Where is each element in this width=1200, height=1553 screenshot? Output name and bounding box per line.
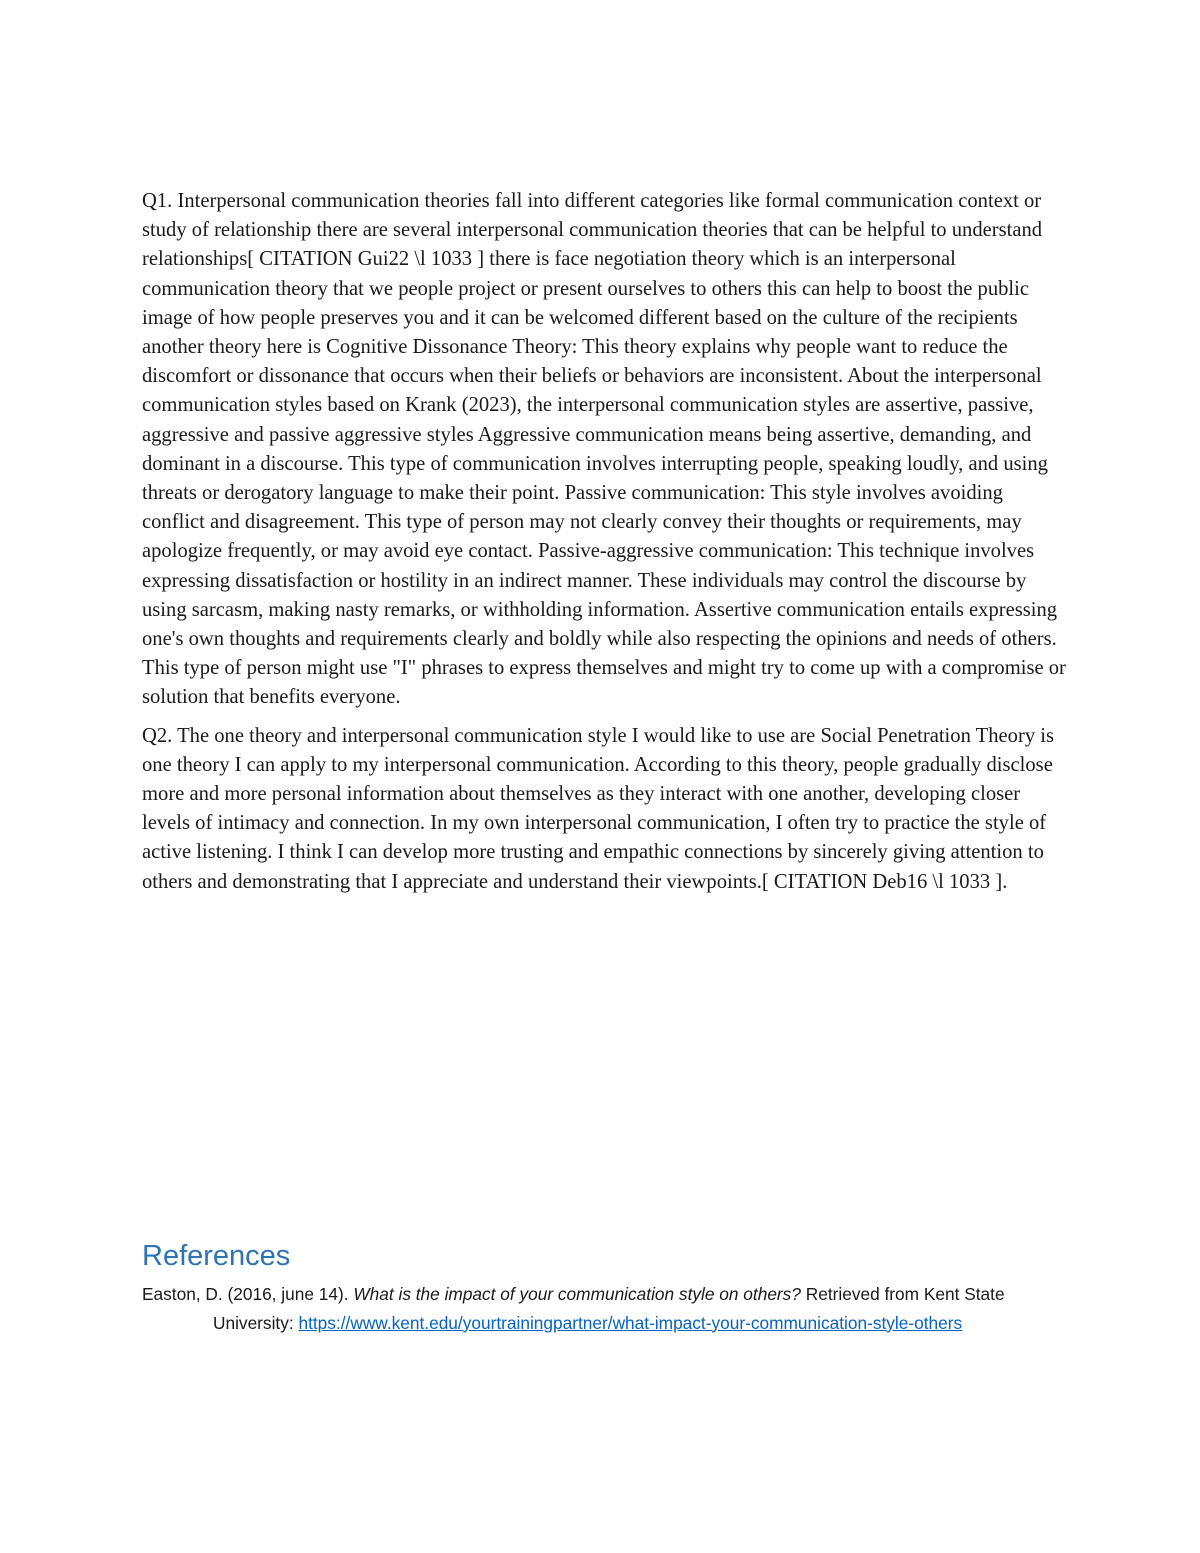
references-heading: References [142,1240,291,1272]
document-body [142,187,1067,906]
reference-entry [142,1280,1067,1337]
paragraph-q1: Q1. Interpersonal communication theories fall into different categories like formal communication context or study of relationship there are several interpersonal communication theories that can be helpful to understand relationships[ CITATION Gui22 \l 1033 ] there is face negotiation theory which is an interpersonal communication theory that we people project or present ourselves to others this can help to boost the public image of how people preserves you and it can be welcomed different based on the culture of the recipients another theory here is Cognitive Dissonance Theory: This theory explains why people want to reduce the discomfort or dissonance that occurs when their beliefs or behaviors are inconsistent. About the interpersonal communication styles based on Krank (2023), the interpersonal communication styles are assertive, passive, aggressive and passive aggressive styles Aggressive communication means being assertive, demanding, and dominant in a discourse. This type of communication involves interrupting people, speaking loudly, and using threats or derogatory language to make their point. Passive communication: This style involves avoiding conflict and disagreement. This type of person may not clearly convey their thoughts or requirements, may apologize frequently, or may avoid eye contact. Passive-aggressive communication: This technique involves expressing dissatisfaction or hostility in an indirect manner. These individuals may control the discourse by using sarcasm, making nasty remarks, or withholding information. Assertive communication entails expressing one's own thoughts and requirements clearly and boldly while also respecting the opinions and needs of others. This type of person might use "I" phrases to express themselves and might try to come up with a compromise or solution that benefits everyone. [142,190,1066,709]
reference-author-date: Easton, D. (2016, june 14). [142,1284,354,1304]
references-section [142,1236,1067,1337]
reference-retrieved: Retrieved from Kent State University: [213,1284,1005,1333]
reference-url-link[interactable]: https://www.kent.edu/yourtrainingpartner/what-impact-your-communication-style-others [298,1312,963,1333]
paragraph-q2: Q2. The one theory and interpersonal communication style I would like to use are Social Penetration Theory is one theory I can apply to my interpersonal communication. According to this theory, people gradually disclose more and more personal information about themselves as they interact with one another, developing closer levels of intimacy and connection. In my own interpersonal communication, I often try to practice the style of active listening. I think I can develop more trusting and empathic connections by sincerely giving attention to others and demonstrating that I appreciate and understand their viewpoints.[ CITATION Deb16 \l 1033 ]. [142,724,1054,893]
reference-title: What is the impact of your communication style on others? [353,1284,801,1304]
